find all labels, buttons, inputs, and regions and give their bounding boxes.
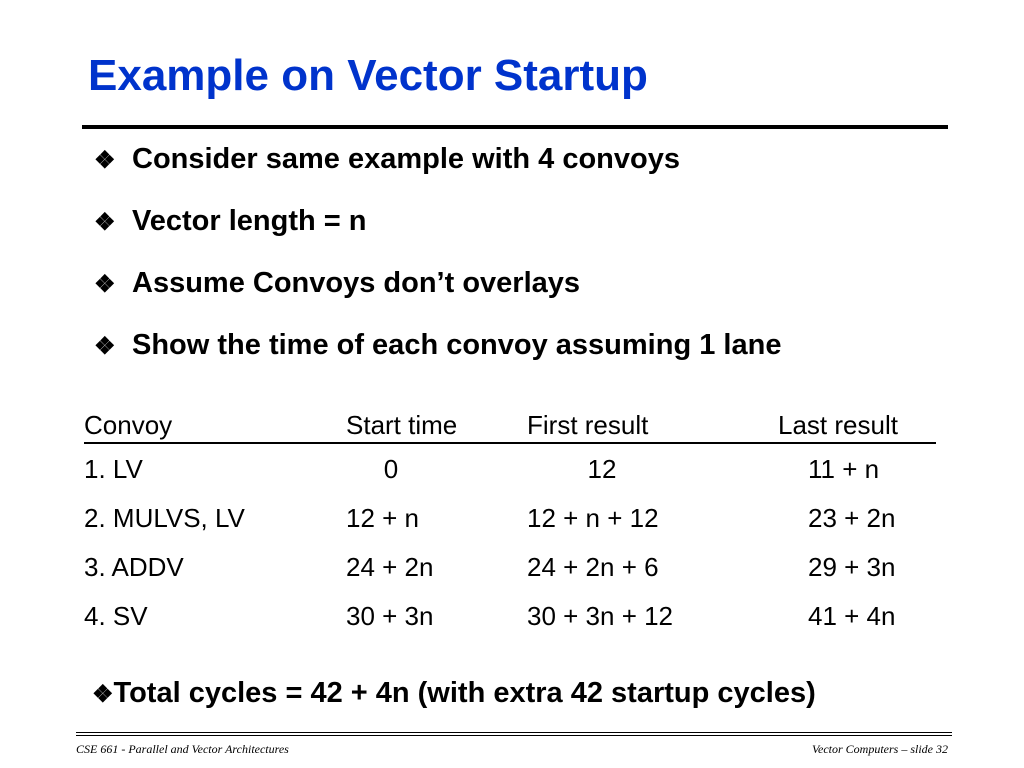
cell-first-result: 12 + n + 12 <box>527 503 659 533</box>
cell-convoy: 4. SV <box>84 601 148 631</box>
header-last-result: Last result <box>778 410 898 440</box>
cell-convoy: 3. ADDV <box>84 552 184 582</box>
bullet-text: Assume Convoys don’t overlays <box>132 267 581 299</box>
table-header-row <box>84 402 940 446</box>
convoy-table <box>84 402 940 642</box>
footer-slide-number: Vector Computers – slide 32 <box>812 742 948 756</box>
cell-first-result: 12 <box>587 454 617 484</box>
header-start-time: Start time <box>346 410 458 440</box>
cell-start-time: 30 + 3n <box>346 601 434 631</box>
cell-start-time: 12 + n <box>346 503 420 533</box>
bullet-text: Vector length = n <box>132 205 367 237</box>
total-cycles-bullet <box>92 672 816 716</box>
table-row <box>84 495 940 544</box>
total-cycles-text: Total cycles = 42 + 4n (with extra 42 startup cycles) <box>113 677 816 709</box>
cell-start-time: 24 + 2n <box>346 552 434 582</box>
cell-start-time: 0 <box>383 454 399 484</box>
bullet-item <box>94 138 781 200</box>
slide-title: Example on Vector Startup <box>88 51 648 100</box>
bullet-text: Consider same example with 4 convoys <box>132 143 680 175</box>
cell-convoy: 1. LV <box>84 454 143 484</box>
diamond-bullet-icon: ❖ <box>94 333 116 360</box>
bullet-item <box>94 324 781 386</box>
diamond-bullet-icon: ❖ <box>94 271 116 298</box>
cell-convoy: 2. MULVS, LV <box>84 503 245 533</box>
diamond-bullet-icon: ❖ <box>92 681 114 708</box>
diamond-bullet-icon: ❖ <box>94 209 116 236</box>
cell-last-result: 41 + 4n <box>808 601 896 631</box>
bullet-item <box>94 262 781 324</box>
table-row <box>84 446 940 495</box>
diamond-bullet-icon: ❖ <box>94 147 116 174</box>
footer-divider <box>76 732 952 736</box>
table-row <box>84 544 940 593</box>
header-underline <box>84 442 936 444</box>
title-divider <box>82 125 948 129</box>
cell-first-result: 30 + 3n + 12 <box>527 601 674 631</box>
header-convoy: Convoy <box>84 410 173 440</box>
header-first-result: First result <box>527 410 649 440</box>
cell-first-result: 24 + 2n + 6 <box>527 552 659 582</box>
bullet-item <box>94 200 781 262</box>
table-row <box>84 593 940 642</box>
bullet-list <box>94 138 781 386</box>
cell-last-result: 29 + 3n <box>808 552 896 582</box>
bullet-text: Show the time of each convoy assuming 1 lane <box>132 329 782 361</box>
footer-course: CSE 661 - Parallel and Vector Architectures <box>76 742 289 756</box>
cell-last-result: 11 + n <box>808 454 880 484</box>
cell-last-result: 23 + 2n <box>808 503 896 533</box>
